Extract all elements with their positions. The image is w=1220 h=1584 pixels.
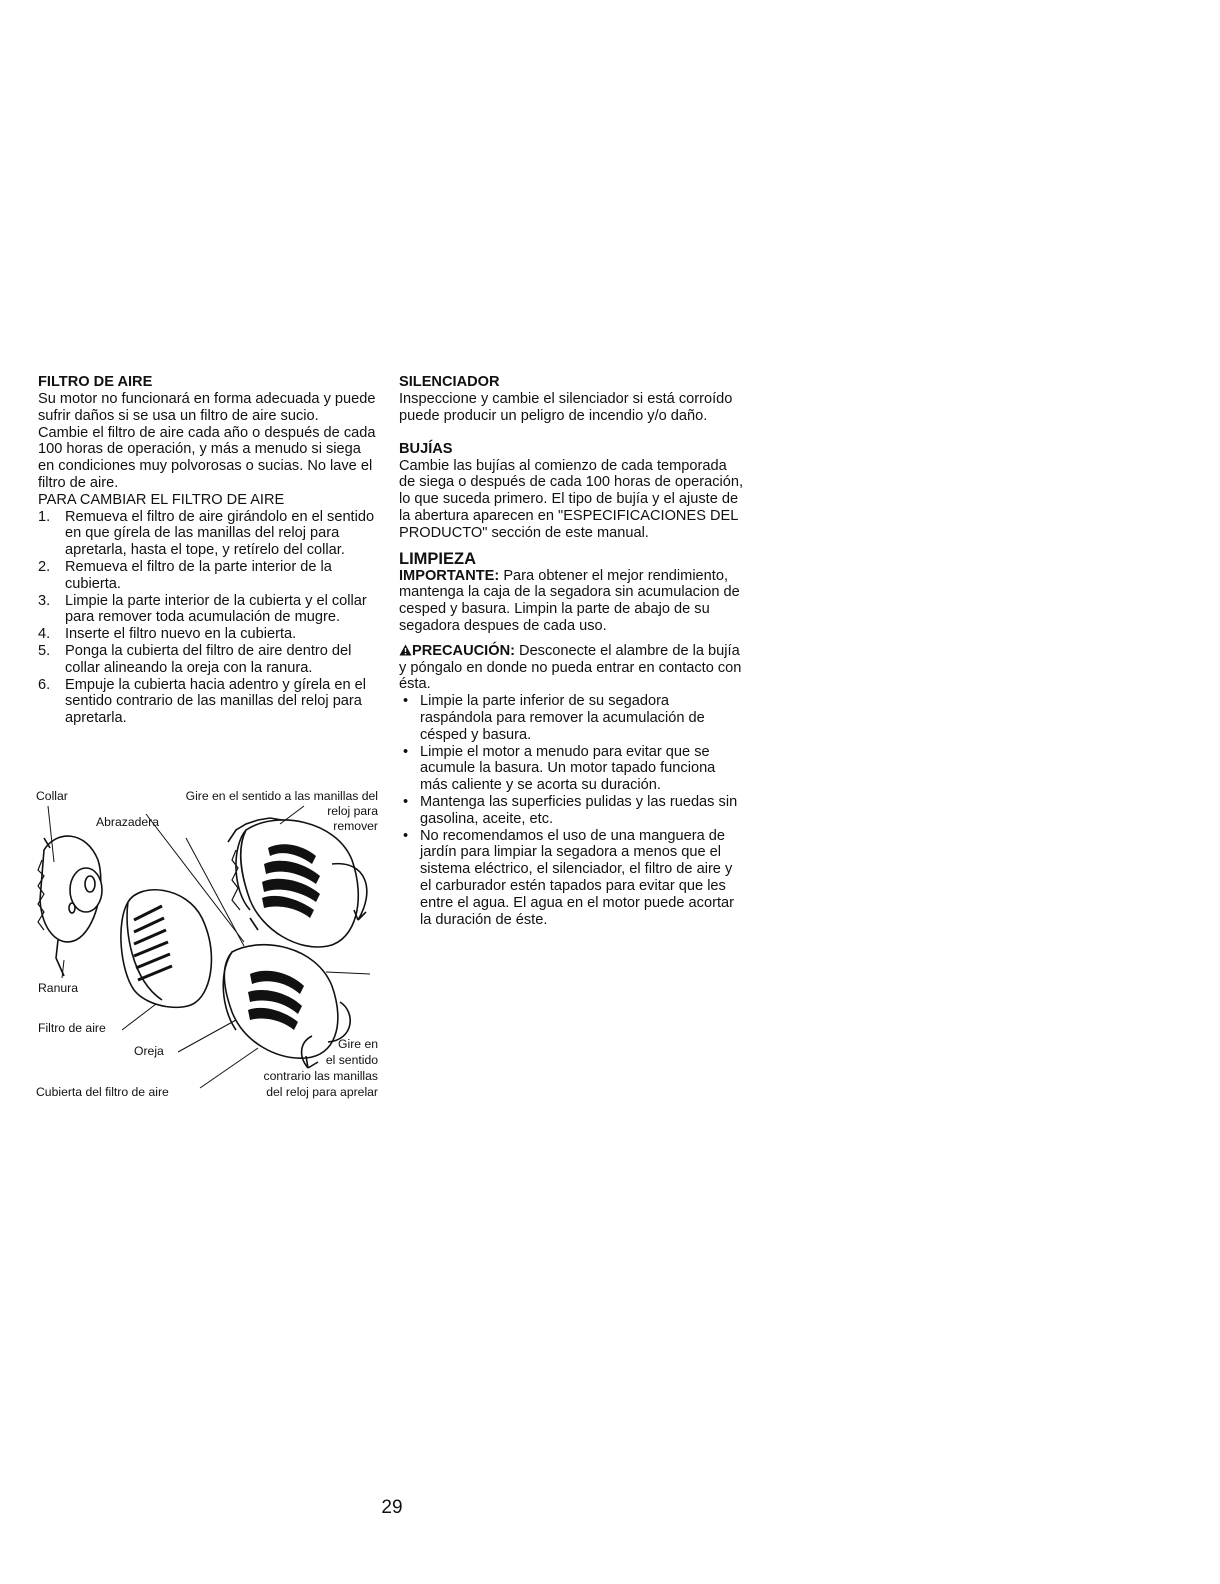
spark-plugs-heading: BUJÍAS [399,440,453,457]
step-text: Remueva el filtro de aire girándolo en el sentido en que gírela de las manillas del reloj para apretarla, hasta el tope, y retírelo del collar. [65,508,375,559]
air-filter-steps [38,509,378,727]
label-tab: Oreja [134,1044,164,1058]
step-number: 6. [38,676,51,693]
left-column [38,374,378,727]
caution-note [399,643,744,693]
important-text: Para obtener el mejor rendimiento, mantenga la caja de la segadora sin acumulacion de cesped y basura. Limpin la parte de abajo de su segadora despues de cada uso. [399,567,740,634]
bullet-item [399,693,744,743]
step-item [38,559,378,593]
step-number: 4. [38,626,51,643]
label-turn-tighten-1: Gire en [338,1037,378,1051]
spark-plugs-text: Cambie las bujías al comienzo de cada temporada de siega o después de cada 100 horas de operación, lo que suceda primero. El tipo de bujía y el ajuste de la abertura aparecen en "ESPECIFICACIONES DEL PRODUCTO" sección de este manual. [399,457,744,541]
bullet-text: Limpie la parte inferior de su segadora raspándola para remover la acumulación de césped y basura. [420,693,705,743]
bullet-item [399,744,744,794]
label-cover: Cubierta del filtro de aire [36,1085,169,1099]
step-number: 3. [38,592,51,609]
air-filter-intro: Su motor no funcionará en forma adecuada y puede sufrir daños si se usa un filtro de aire sucio. [38,391,376,424]
air-filter-diagram [36,790,380,1105]
air-filter-heading: FILTRO DE AIRE [38,374,153,390]
air-filter-steps-heading: PARA CAMBIAR EL FILTRO DE AIRE [38,491,285,508]
caution-label: PRECAUCIÓN: [412,642,515,659]
cleaning-heading: LIMPIEZA [399,549,476,568]
step-item [38,643,378,677]
important-label: IMPORTANTE: [399,567,500,584]
label-turn-remove-2: reloj para [327,804,378,818]
warning-triangle-icon [399,644,412,656]
page-number: 29 [381,1497,403,1518]
step-item [38,677,378,727]
bullet-text: No recomendamos el uso de una manguera de jardín para limpiar la segadora a menos que el sistema eléctrico, el silenciador, el filtro de aire y el carburador estén tapados para evitar que les entre el agua. El agua en el motor puede acortar la duración de éste. [420,827,734,928]
bullet-item [399,828,744,929]
step-item [38,593,378,627]
muffler-text: Inspeccione y cambie el silenciador si está corroído puede producir un peligro de incendio y/o daño. [399,391,733,424]
label-turn-remove-3: remover [333,819,378,833]
muffler-heading: SILENCIADOR [399,374,500,390]
label-air-filter: Filtro de aire [38,1021,106,1035]
bullet-icon: • [403,827,409,844]
step-text: Remueva el filtro de la parte interior de la cubierta. [65,558,332,592]
step-item [38,509,378,559]
bullet-text: Mantenga las superficies pulidas y las ruedas sin gasolina, aceite, etc. [420,793,738,827]
cleaning-bullets [399,693,744,928]
bullet-icon: • [403,743,409,760]
caution-text: Desconecte el alambre de la bujía y póngalo en donde no pueda entrar en contacto con ésta. [399,642,742,693]
step-text: Inserte el filtro nuevo en la cubierta. [65,626,297,643]
label-turn-tighten-2: el sentido [325,1053,378,1067]
bullet-item [399,794,744,828]
important-note [399,568,744,635]
label-turn-tighten-4: del reloj para aprelar [266,1085,378,1099]
step-number: 5. [38,642,51,659]
air-filter-replace-note: Cambie el filtro de aire cada año o después de cada 100 horas de operación, y más a menudo si siega en condiciones muy polvorosas o sucias. No lave el filtro de aire. [38,424,376,491]
bullet-text: Limpie el motor a menudo para evitar que se acumule la basura. Un motor tapado funciona más caliente y se acorta su duración. [420,743,716,794]
bullet-icon: • [403,693,409,710]
label-turn-remove-1: Gire en el sentido a las manillas del [185,789,378,803]
step-text: Ponga la cubierta del filtro de aire dentro del collar alineando la oreja con la ranura. [65,642,352,676]
right-column [399,374,744,928]
step-number: 1. [38,508,51,525]
step-text: Limpie la parte interior de la cubierta y el collar para remover toda acumulación de mugre. [65,592,367,626]
label-clamp: Abrazadera [96,815,160,829]
bullet-icon: • [403,793,409,810]
step-text: Empuje la cubierta hacia adentro y gírela en el sentido contrario de las manillas del reloj para apretarla. [65,676,366,727]
step-item [38,626,378,643]
label-slot: Ranura [38,981,78,995]
step-number: 2. [38,558,51,575]
label-turn-tighten-3: contrario las manillas [263,1069,378,1083]
label-collar: Collar [36,789,68,803]
